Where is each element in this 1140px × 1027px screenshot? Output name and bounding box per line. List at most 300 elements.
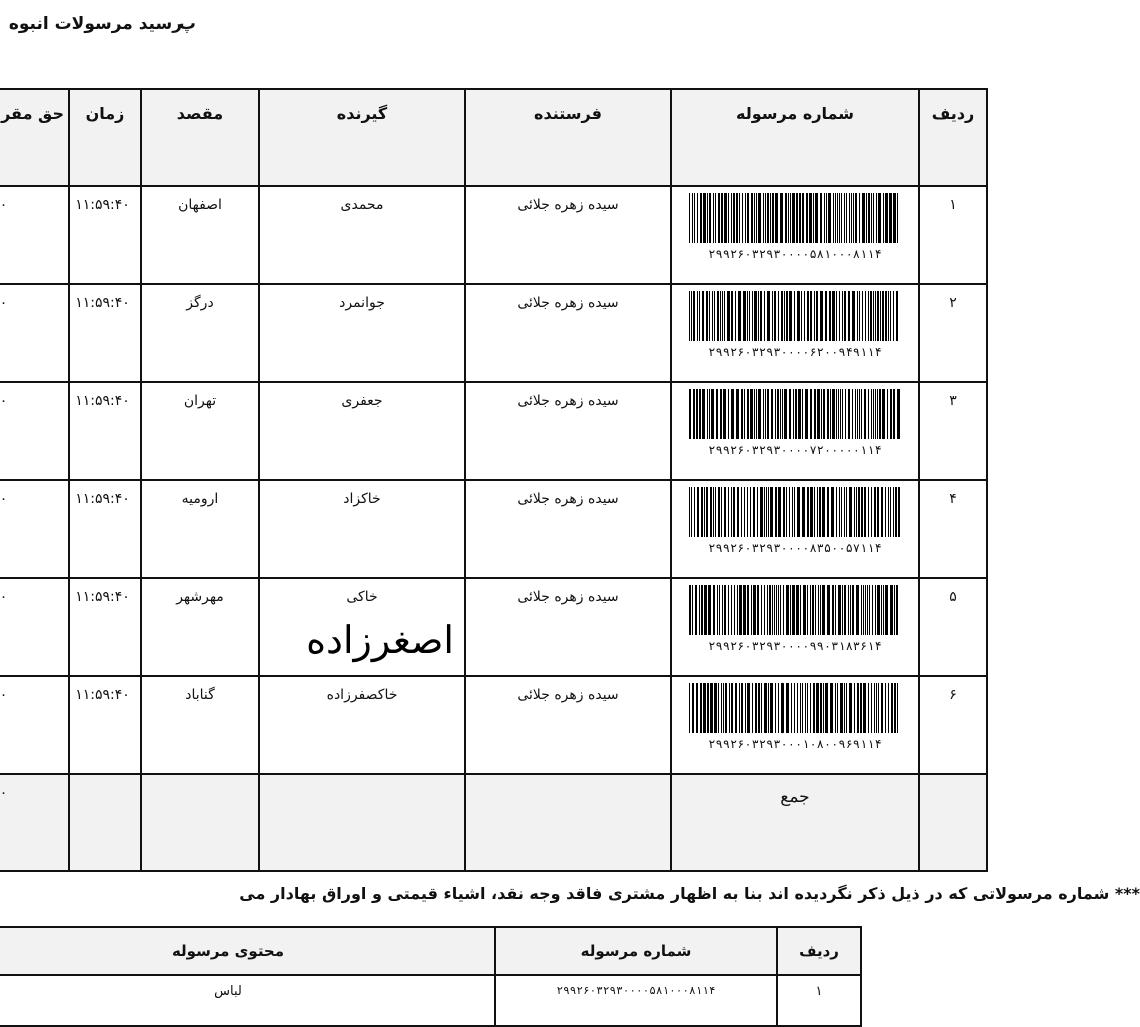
barcode-bar <box>771 389 773 439</box>
barcode-bar <box>724 291 725 341</box>
barcode-bar <box>875 585 876 635</box>
barcode-bar <box>842 389 843 439</box>
barcode-bar <box>783 487 785 537</box>
barcode-bar <box>712 291 713 341</box>
tracking-number: ۲۹۹۲۶۰۳۲۹۳۰۰۰۰۹۹۰۳۱۸۳۶۱۴ <box>708 639 882 653</box>
barcode-bar <box>792 585 795 635</box>
barcode-bar <box>717 291 719 341</box>
tracking-cell <box>671 480 919 578</box>
barcode-bar <box>828 193 831 243</box>
barcode-bar <box>781 683 784 733</box>
barcode-bar <box>747 389 749 439</box>
barcode-bar <box>802 389 803 439</box>
barcode-bar <box>772 585 773 635</box>
barcode-bar <box>820 291 823 341</box>
barcode-bar <box>764 585 765 635</box>
destination-cell: درگز <box>141 284 259 382</box>
barcode-bar <box>861 585 862 635</box>
row-index: ۲ <box>919 284 987 382</box>
barcode-bar <box>866 193 867 243</box>
barcode-bar <box>758 683 760 733</box>
barcode-bar <box>715 193 716 243</box>
barcode-bar <box>707 683 709 733</box>
barcode-bar <box>854 487 855 537</box>
tracking-cell <box>671 284 919 382</box>
destination-cell: گناباد <box>141 676 259 774</box>
barcode-bar <box>810 389 812 439</box>
barcode-bar <box>713 585 715 635</box>
barcode-bar <box>823 389 825 439</box>
barcode-bar <box>844 683 845 733</box>
barcode-bar <box>829 291 831 341</box>
barcode-bar <box>720 291 721 341</box>
title-text: رسید مرسولات انبوه <box>8 14 182 34</box>
receiver-cell: محمدی <box>259 186 465 284</box>
tracking-cell <box>671 186 919 284</box>
barcode-bar <box>809 193 812 243</box>
table-row <box>0 578 987 676</box>
barcode-bar <box>873 193 874 243</box>
fee-cell: ۰ <box>0 186 69 284</box>
barcode-bar <box>835 585 836 635</box>
barcode-bar <box>750 389 753 439</box>
barcode-bar <box>709 291 710 341</box>
barcode-bar <box>741 389 743 439</box>
barcode-bar <box>881 585 882 635</box>
barcode-bar <box>878 683 879 733</box>
barcode-bar <box>703 193 706 243</box>
barcode-bar <box>704 487 705 537</box>
barcode-bar <box>872 585 873 635</box>
col-time-header: زمان <box>69 89 141 186</box>
barcode-bar <box>881 683 883 733</box>
contents-tracking-header: شماره مرسوله <box>495 927 777 975</box>
barcode-bar <box>770 487 773 537</box>
table-header-row <box>0 89 987 186</box>
barcode-bar <box>890 291 891 341</box>
barcode-bar <box>699 389 701 439</box>
tracking-cell <box>671 676 919 774</box>
barcode-bar <box>867 585 868 635</box>
barcode-bar <box>800 585 801 635</box>
barcode-bar <box>848 585 849 635</box>
sender-cell: سیده زهره جلائی <box>465 382 671 480</box>
barcode-image <box>689 193 901 243</box>
table-row <box>0 186 987 284</box>
barcode-bar <box>851 193 852 243</box>
barcode-bar <box>888 291 889 341</box>
barcode-bar <box>768 683 769 733</box>
barcode-bar <box>770 193 771 243</box>
barcode-bar <box>767 389 769 439</box>
barcode-bar <box>870 291 872 341</box>
barcode-bar <box>708 585 711 635</box>
table-row <box>0 284 987 382</box>
barcode-bar <box>709 389 710 439</box>
barcode-bar <box>786 683 789 733</box>
barcode-bar <box>842 291 843 341</box>
barcode-bar <box>701 487 703 537</box>
barcode-bar <box>820 193 822 243</box>
barcode-bar <box>797 291 800 341</box>
barcode-bar <box>868 193 870 243</box>
barcode-bar <box>790 193 791 243</box>
barcode-bar <box>888 683 889 733</box>
barcode-bar <box>774 291 776 341</box>
barcode-bar <box>764 291 765 341</box>
col-destination-header: مقصد <box>141 89 259 186</box>
barcode-bar <box>775 487 777 537</box>
sum-fee: ۰ <box>0 774 69 871</box>
barcode-bar <box>709 193 711 243</box>
barcode-bar <box>741 683 743 733</box>
barcode-bar <box>835 683 836 733</box>
contents-index: ۱ <box>777 975 861 1026</box>
barcode-bar <box>790 585 791 635</box>
sum-label: جمع <box>671 774 919 871</box>
contents-index-header: ردیف <box>777 927 861 975</box>
barcode-bar <box>782 389 783 439</box>
barcode-bar <box>749 291 750 341</box>
barcode-bar <box>754 389 755 439</box>
barcode-bar <box>713 193 714 243</box>
barcode-bar <box>868 683 869 733</box>
barcode-bar <box>812 585 814 635</box>
barcode-bar <box>706 291 708 341</box>
barcode-bar <box>848 389 850 439</box>
barcode-bar <box>824 193 825 243</box>
barcode-bar <box>827 585 830 635</box>
barcode-bar <box>715 487 716 537</box>
barcode-bar <box>689 585 691 635</box>
barcode-bar <box>863 585 864 635</box>
sum-empty-cell <box>465 774 671 871</box>
barcode-bar <box>714 683 717 733</box>
barcode-bar <box>758 193 761 243</box>
col-index-header: ردیف <box>919 89 987 186</box>
barcode-bar <box>861 389 862 439</box>
barcode-bar <box>876 193 877 243</box>
barcode-bar <box>845 389 846 439</box>
table-row <box>0 382 987 480</box>
barcode-bar <box>692 585 693 635</box>
barcode-bar <box>767 291 770 341</box>
barcode-bar <box>697 193 698 243</box>
barcode-bar <box>764 683 767 733</box>
barcode-bar <box>738 291 741 341</box>
barcode-bar <box>765 389 766 439</box>
barcode-bar <box>735 291 736 341</box>
barcode-bar <box>853 193 854 243</box>
tracking-cell <box>671 382 919 480</box>
barcode-bar <box>731 683 733 733</box>
table-row <box>0 676 987 774</box>
sum-row <box>0 774 987 871</box>
barcode-bar <box>898 487 900 537</box>
barcode-bar <box>814 389 816 439</box>
barcode-bar <box>820 585 821 635</box>
barcode-bar <box>840 389 841 439</box>
barcode-bar <box>856 487 857 537</box>
barcode-bar <box>697 291 698 341</box>
barcode-bar <box>753 487 755 537</box>
barcode-bar <box>859 193 860 243</box>
barcode-bar <box>835 193 836 243</box>
barcode-bar <box>846 193 847 243</box>
barcode-bar <box>786 585 789 635</box>
barcode-bar <box>827 389 829 439</box>
row-index: ۵ <box>919 578 987 676</box>
barcode-bar <box>803 585 806 635</box>
barcode-bar <box>818 585 819 635</box>
col-tracking-header: شماره مرسوله <box>671 89 919 186</box>
barcode-bar <box>838 389 839 439</box>
barcode-bar <box>797 683 798 733</box>
barcode-bar <box>737 487 739 537</box>
barcode-bar <box>747 585 749 635</box>
barcode-bar <box>764 487 765 537</box>
barcode-bar <box>718 193 720 243</box>
title-tail: پ <box>178 14 196 34</box>
barcode-bar <box>888 487 889 537</box>
barcode-bar <box>861 487 863 537</box>
barcode-bar <box>794 487 795 537</box>
barcode-bar <box>885 585 888 635</box>
barcode-bar <box>729 683 730 733</box>
barcode-bar <box>710 487 712 537</box>
barcode-bar <box>728 193 729 243</box>
barcode-bar <box>885 683 886 733</box>
barcode-bar <box>743 585 746 635</box>
barcode-bar <box>794 291 795 341</box>
barcode-bar <box>689 291 690 341</box>
barcode-bar <box>747 683 750 733</box>
col-fee-header: حق مقر <box>0 89 69 186</box>
barcode-bar <box>780 389 781 439</box>
destination-cell: مهرشهر <box>141 578 259 676</box>
barcode-bar <box>897 389 900 439</box>
barcode-bar <box>721 683 722 733</box>
barcode-bar <box>844 585 846 635</box>
barcode-bar <box>707 389 708 439</box>
barcode-bar <box>805 683 806 733</box>
barcode-bar <box>799 193 801 243</box>
barcode-bar <box>817 389 820 439</box>
barcode-bar <box>896 585 898 635</box>
barcode-bar <box>798 389 801 439</box>
fee-cell: ۰ <box>0 480 69 578</box>
barcode-bar <box>789 389 791 439</box>
barcode-bar <box>731 487 732 537</box>
sender-cell: سیده زهره جلائی <box>465 480 671 578</box>
barcode-bar <box>800 683 801 733</box>
barcode-bar <box>689 389 691 439</box>
barcode-bar <box>739 193 740 243</box>
barcode-bar <box>842 585 843 635</box>
barcode-bar <box>868 487 869 537</box>
destination-cell: تهران <box>141 382 259 480</box>
barcode-bar <box>718 487 720 537</box>
barcode-bar <box>697 487 699 537</box>
barcode-bar <box>813 683 815 733</box>
barcode-bar <box>689 193 690 243</box>
barcode-bar <box>760 487 763 537</box>
barcode-bar <box>700 683 702 733</box>
barcode-bar <box>819 487 821 537</box>
barcode-bar <box>757 487 758 537</box>
barcode-bar <box>889 193 892 243</box>
barcode-bar <box>706 487 708 537</box>
barcode-bar <box>875 291 876 341</box>
fee-cell: ۰ <box>0 676 69 774</box>
barcode-bar <box>805 389 808 439</box>
tracking-number: ۲۹۹۲۶۰۳۲۹۳۰۰۰۰۷۲۰۰۰۰۰۱۱۴ <box>708 443 882 457</box>
barcode-bar <box>711 389 714 439</box>
barcode-bar <box>758 291 759 341</box>
barcode-bar <box>737 585 738 635</box>
barcode-bar <box>757 585 759 635</box>
barcode-bar <box>865 291 866 341</box>
barcode-bar <box>839 487 840 537</box>
barcode-bar <box>814 291 815 341</box>
barcode-bar <box>862 291 863 341</box>
barcode-bar <box>817 487 818 537</box>
barcode-bar <box>792 193 795 243</box>
barcode-bar <box>854 683 855 733</box>
barcode-bar <box>794 683 795 733</box>
barcode-bar <box>784 291 785 341</box>
barcode-bar <box>859 291 860 341</box>
barcode-bar <box>694 487 695 537</box>
barcode-bar <box>877 291 879 341</box>
tracking-number: ۲۹۹۲۶۰۳۲۹۳۰۰۰۰۸۳۵۰۰۵۷۱۱۴ <box>708 541 882 555</box>
fee-cell: ۰ <box>0 284 69 382</box>
barcode-bar <box>752 291 753 341</box>
row-index: ۳ <box>919 382 987 480</box>
receiver-cell: خاکی <box>259 578 465 676</box>
destination-cell: ارومیه <box>141 480 259 578</box>
barcode-bar <box>691 487 692 537</box>
sum-index-cell <box>919 774 987 871</box>
barcode-bar <box>689 487 690 537</box>
barcode-bar <box>865 585 866 635</box>
barcode-bar <box>761 683 762 733</box>
shipments-table <box>0 88 988 872</box>
barcode-bar <box>882 291 884 341</box>
barcode-bar <box>877 389 878 439</box>
barcode-bar <box>878 193 881 243</box>
barcode-bar <box>859 389 860 439</box>
contents-content-header: محتوی مرسوله <box>0 927 495 975</box>
barcode-bar <box>731 291 733 341</box>
barcode-bar <box>893 193 896 243</box>
time-cell: ۱۱:۵۹:۴۰ <box>69 382 141 480</box>
time-cell: ۱۱:۵۹:۴۰ <box>69 578 141 676</box>
barcode-bar <box>879 389 881 439</box>
barcode-bar <box>844 291 846 341</box>
barcode-bar <box>703 683 706 733</box>
time-cell: ۱۱:۵۹:۴۰ <box>69 284 141 382</box>
barcode-bar <box>897 683 898 733</box>
document-title <box>8 14 196 34</box>
barcode-bar <box>883 585 884 635</box>
barcode-bar <box>701 585 703 635</box>
barcode-bar <box>710 683 713 733</box>
barcode-bar <box>804 291 805 341</box>
barcode-bar <box>852 389 853 439</box>
barcode-bar <box>766 487 767 537</box>
barcode-bar <box>868 389 869 439</box>
barcode-bar <box>723 683 724 733</box>
barcode-bar <box>717 585 718 635</box>
barcode-bar <box>837 683 838 733</box>
barcode-bar <box>702 291 704 341</box>
barcode-bar <box>756 193 757 243</box>
barcode-bar <box>832 585 834 635</box>
barcode-bar <box>776 585 777 635</box>
barcode-bar <box>807 683 808 733</box>
barcode-bar <box>890 389 892 439</box>
barcode-bar <box>821 389 822 439</box>
barcode-bar <box>734 585 735 635</box>
barcode-bar <box>770 683 773 733</box>
barcode-bar <box>868 291 869 341</box>
barcode-bar <box>849 683 852 733</box>
barcode-bar <box>774 585 775 635</box>
barcode-bar <box>788 193 789 243</box>
barcode-bar <box>827 487 829 537</box>
barcode-bar <box>727 291 730 341</box>
barcode-bar <box>801 291 802 341</box>
barcode-bar <box>781 291 783 341</box>
barcode-bar <box>844 193 845 243</box>
barcode-bar <box>716 389 718 439</box>
barcode-bar <box>876 683 877 733</box>
barcode-bar <box>718 683 719 733</box>
barcode-bar <box>778 291 779 341</box>
barcode-bar <box>830 683 833 733</box>
barcode-bar <box>810 585 811 635</box>
barcode-bar <box>841 487 842 537</box>
barcode-bar <box>874 487 876 537</box>
barcode-bar <box>852 585 854 635</box>
row-index: ۴ <box>919 480 987 578</box>
barcode-bar <box>893 487 894 537</box>
barcode-bar <box>869 585 870 635</box>
barcode-bar <box>890 487 891 537</box>
barcode-bar <box>778 487 781 537</box>
barcode-bar <box>836 291 837 341</box>
barcode-bar <box>722 291 723 341</box>
contents-header-row <box>0 927 861 975</box>
barcode-bar <box>694 193 695 243</box>
barcode-bar <box>714 291 715 341</box>
barcode-bar <box>877 585 880 635</box>
barcode-bar <box>723 389 726 439</box>
barcode-bar <box>810 291 812 341</box>
barcode-image <box>689 389 901 439</box>
barcode-bar <box>755 683 757 733</box>
barcode-bar <box>810 683 811 733</box>
barcode-bar <box>802 683 803 733</box>
barcode-bar <box>848 291 850 341</box>
barcode-bar <box>839 291 840 341</box>
col-sender-header: فرستنده <box>465 89 671 186</box>
barcode-bar <box>753 585 756 635</box>
time-cell: ۱۱:۵۹:۴۰ <box>69 480 141 578</box>
barcode-bar <box>891 683 893 733</box>
barcode-bar <box>893 389 895 439</box>
